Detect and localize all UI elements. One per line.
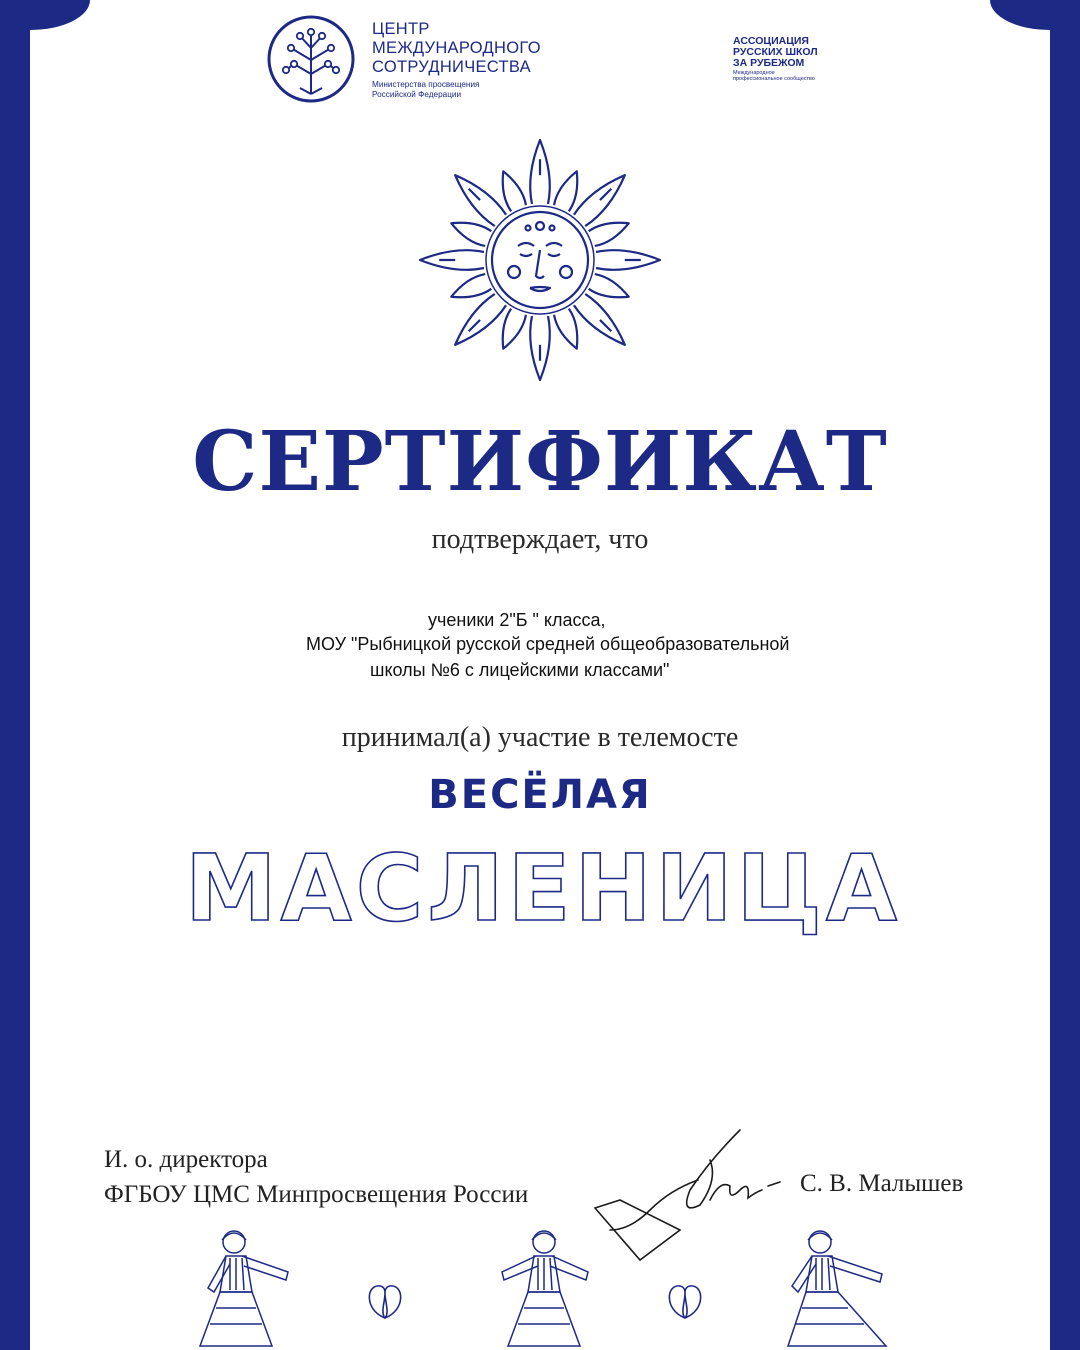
sun-ray [503, 171, 526, 211]
organization-name: ЦЕНТР МЕЖДУНАРОДНОГО СОТРУДНИЧЕСТВА [372, 20, 541, 76]
sun-ray [574, 294, 625, 345]
signature-icon [590, 1120, 800, 1260]
participation-text: принимал(а) участие в телемосте [341, 722, 739, 753]
recipient-line-3: школы №6 с лицейскими классами" [370, 660, 670, 680]
organization-subtitle: Министерства просвещения Российской Федерации [372, 80, 480, 99]
maslenitsa-doll-icon [492, 1228, 598, 1350]
signer-title: И. о. директора ФГБОУ ЦМС Минпросвещения России [104, 1146, 529, 1208]
sun-ray [554, 309, 577, 349]
pretzel-icon [662, 1280, 708, 1322]
event-title-line-2-text: МАСЛЕНИЦА [184, 835, 902, 942]
sun-ray [455, 294, 506, 345]
sun-ray-detail [600, 189, 611, 200]
sun-ray [574, 175, 625, 226]
event-title-line-1: ВЕСЁЛАЯ [428, 772, 652, 818]
confirms-text: подтверждает, что [431, 524, 649, 555]
sun-ray-detail [600, 320, 611, 331]
sun-ray [589, 274, 629, 297]
sun-ray [451, 223, 491, 246]
recipient-line-2: МОУ "Рыбницкой русской средней общеобразовательной [306, 634, 790, 654]
certificate-title: СЕРТИФИКАТ [192, 414, 888, 510]
sun-face-icon [428, 136, 652, 384]
sun-ray-detail [469, 320, 480, 331]
association-logo [733, 36, 853, 82]
maslenitsa-doll-icon [786, 1228, 892, 1350]
sun-ray [455, 175, 506, 226]
signer-name: С. В. Малышев [800, 1170, 964, 1197]
recipient-line-1: ученики 2"Б " класса, [428, 610, 606, 630]
tree-logo-icon [266, 14, 356, 104]
sun-ray [503, 309, 526, 349]
sun-ray [451, 274, 491, 297]
sun-ray-detail [469, 189, 480, 200]
pretzel-icon [362, 1280, 408, 1322]
association-name: АССОЦИАЦИЯ РУССКИХ ШКОЛ ЗА РУБЕЖОМ [733, 35, 818, 69]
sun-ray [589, 223, 629, 246]
event-title-line-2 [184, 828, 902, 942]
maslenitsa-doll-icon [196, 1228, 302, 1350]
association-subtitle: Международное профессиональное сообщество [733, 70, 815, 82]
organization-logo [266, 14, 576, 106]
sun-ray [554, 171, 577, 211]
